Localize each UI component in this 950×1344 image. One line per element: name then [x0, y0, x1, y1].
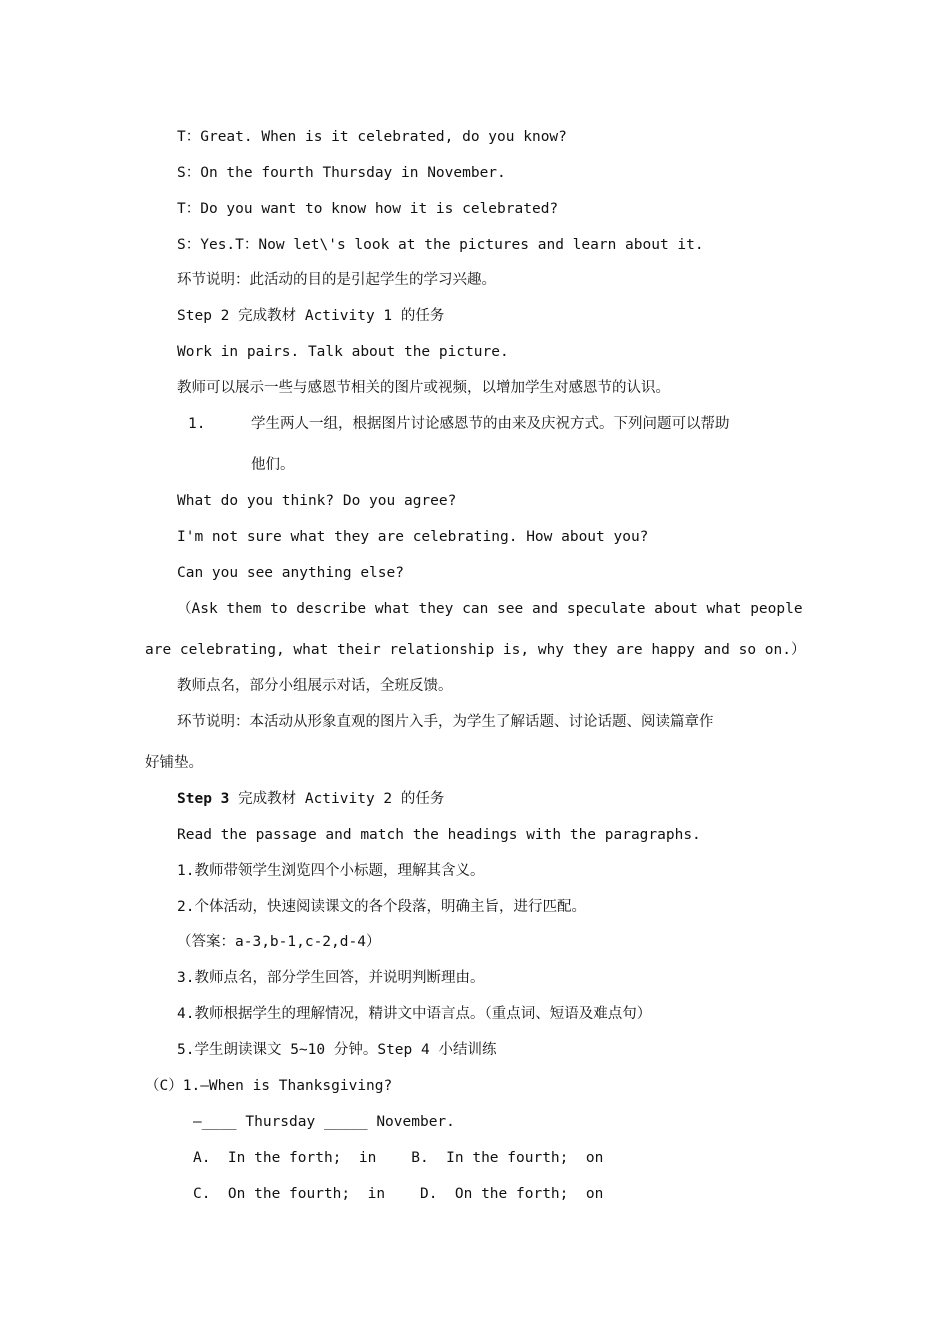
dialogue-line: T：Great. When is it celebrated, do you know? [177, 129, 567, 145]
section-note: 环节说明：此活动的目的是引起学生的学习兴趣。 [177, 272, 496, 288]
step-heading-text: 完成教材 Activity 2 的任务 [229, 791, 445, 807]
numbered-step: 2.个体活动，快速阅读课文的各个段落，明确主旨，进行匹配。 [177, 899, 586, 915]
paragraph-line-continued: are celebrating, what their relationship is, why they are happy and so on.） [145, 642, 806, 658]
numbered-step: 4.教师根据学生的理解情况，精讲文中语言点。（重点词、短语及难点句） [177, 1006, 652, 1022]
list-number: 1. [188, 416, 206, 432]
exercise-options: A. In the forth; in B. In the fourth; on [193, 1150, 604, 1166]
step-heading: Step 2 完成教材 Activity 1 的任务 [177, 308, 445, 324]
numbered-step: 5.学生朗读课文 5~10 分钟。Step 4 小结训练 [177, 1042, 497, 1058]
dialogue-line: S：On the fourth Thursday in November. [177, 165, 506, 181]
exercise-question: （C）1.—When is Thanksgiving? [145, 1078, 393, 1094]
paragraph-line: （Ask them to describe what they can see and speculate about what people [177, 601, 803, 617]
question-line: What do you think? Do you agree? [177, 493, 457, 509]
step-heading [177, 789, 444, 809]
section-note: 环节说明：本活动从形象直观的图片入手，为学生了解话题、讨论话题、阅读篇章作 [177, 714, 714, 730]
exercise-options: C. On the fourth; in D. On the forth; on [193, 1186, 604, 1202]
instruction-line: Read the passage and match the headings with the paragraphs. [177, 827, 701, 843]
numbered-step: 1.教师带领学生浏览四个小标题，理解其含义。 [177, 863, 485, 879]
question-line: Can you see anything else? [177, 565, 404, 581]
question-line: I'm not sure what they are celebrating. How about you? [177, 529, 649, 545]
paragraph-line: 教师点名，部分小组展示对话，全班反馈。 [177, 678, 453, 694]
numbered-step: 3.教师点名，部分学生回答，并说明判断理由。 [177, 970, 485, 986]
dialogue-line: T：Do you want to know how it is celebrated? [177, 201, 559, 217]
dialogue-line: S：Yes.T：Now let\'s look at the pictures and learn about it. [177, 237, 704, 253]
list-item-text-continued: 他们。 [251, 457, 295, 473]
answer-key: （答案：a-3,b-1,c-2,d-4） [177, 934, 381, 950]
section-note-continued: 好铺垫。 [145, 755, 203, 771]
list-item-text: 学生两人一组，根据图片讨论感恩节的由来及庆祝方式。下列问题可以帮助 [251, 416, 730, 432]
instruction-line: Work in pairs. Talk about the picture. [177, 344, 509, 360]
paragraph-line: 教师可以展示一些与感恩节相关的图片或视频，以增加学生对感恩节的认识。 [177, 380, 670, 396]
step-heading-label: Step 3 [177, 791, 230, 807]
exercise-blank-line: —____ Thursday _____ November. [193, 1114, 455, 1130]
